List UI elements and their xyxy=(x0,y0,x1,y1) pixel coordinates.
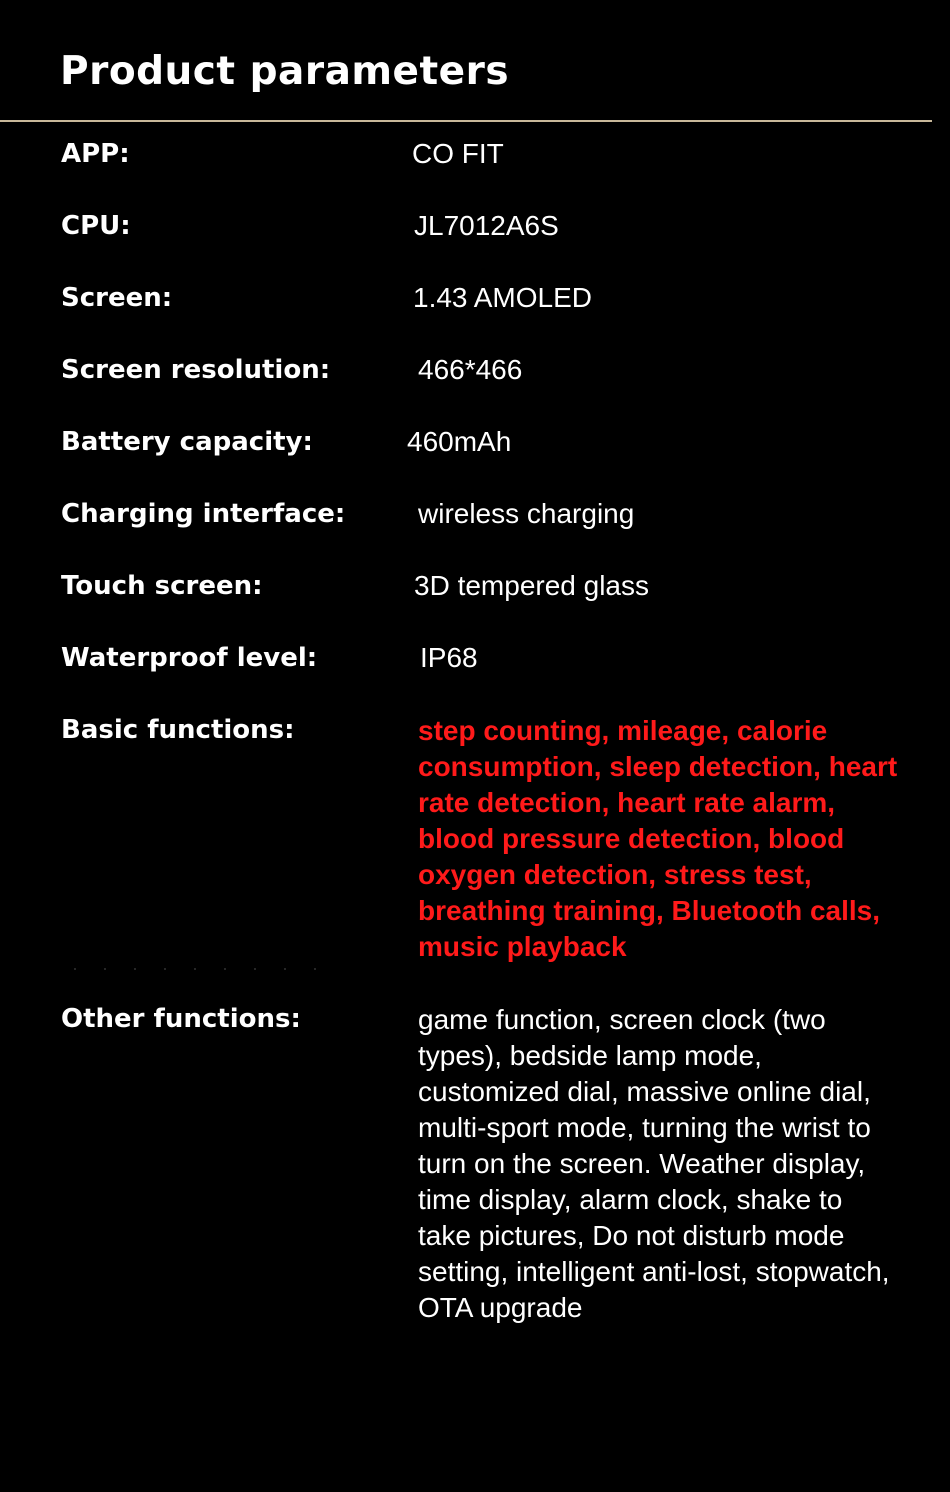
param-value-app: CO FIT xyxy=(412,138,504,169)
param-value-other-functions: game function, screen clock (two types), bedside lamp mode, customized dial, massive online dial, multi-sport mode, turning the wrist to turn on the screen. Weather display, time display, alarm clock, shake to take pictures, Do not disturb mode setting, intelligent anti-lost, stopwatch, OTA upgrade xyxy=(418,1004,890,1323)
param-value-waterproof-level: IP68 xyxy=(420,642,478,673)
param-label-touch-screen: Touch screen: xyxy=(61,571,263,601)
param-label-battery-capacity: Battery capacity: xyxy=(61,427,313,457)
param-label-basic-functions: Basic functions: xyxy=(61,715,295,745)
title-divider xyxy=(0,120,932,122)
decorative-dots xyxy=(60,968,320,970)
param-label-app: APP: xyxy=(61,139,130,169)
param-value-touch-screen: 3D tempered glass xyxy=(414,570,650,601)
param-value-cpu: JL7012A6S xyxy=(414,210,559,241)
param-label-cpu: CPU: xyxy=(61,211,131,241)
param-value-basic-functions: step counting, mileage, calorie consumption, sleep detection, heart rate detection, heart rate alarm, blood pressure detection, blood oxygen detection, stress test, breathing training, Bluetooth calls, music playback xyxy=(418,715,898,962)
param-value-screen: 1.43 AMOLED xyxy=(413,282,592,313)
param-value-battery-capacity: 460mAh xyxy=(407,426,512,457)
param-value-charging-interface: wireless charging xyxy=(418,498,635,529)
param-label-screen: Screen: xyxy=(61,283,173,313)
param-label-charging-interface: Charging interface: xyxy=(61,499,346,529)
param-label-screen-resolution: Screen resolution: xyxy=(61,355,331,385)
param-label-other-functions: Other functions: xyxy=(61,1004,301,1034)
page-title: Product parameters xyxy=(60,49,510,94)
param-label-waterproof-level: Waterproof level: xyxy=(61,643,318,673)
param-value-screen-resolution: 466*466 xyxy=(418,354,523,385)
